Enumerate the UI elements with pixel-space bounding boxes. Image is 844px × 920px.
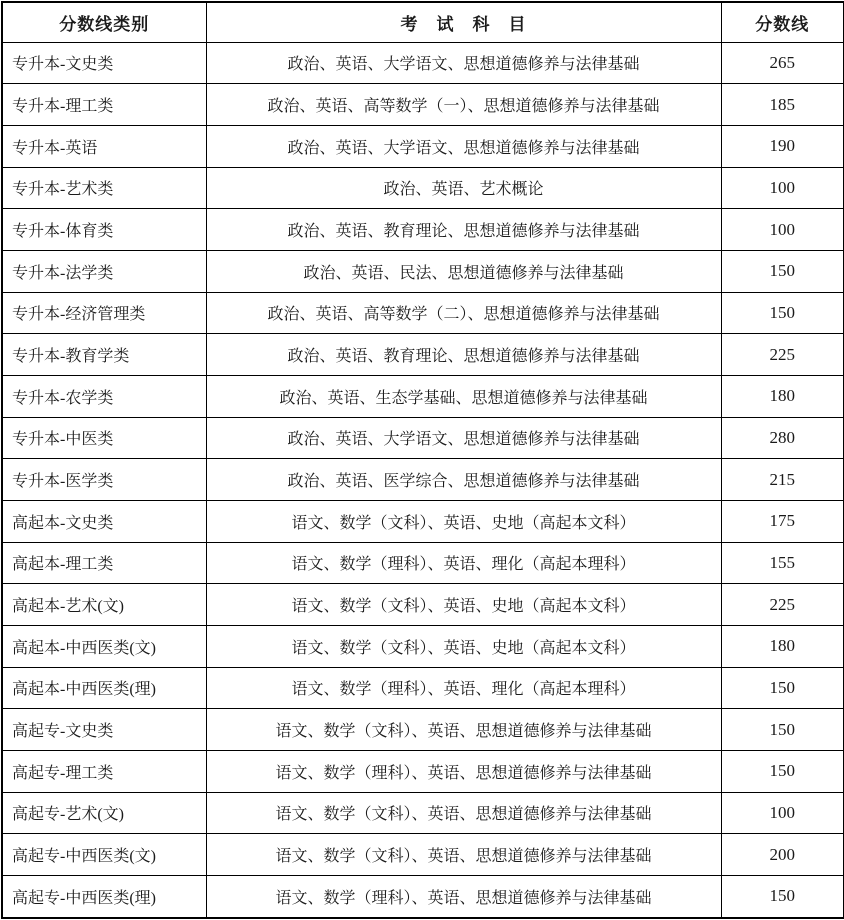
category-cell: 专升本-艺术类 <box>2 167 206 209</box>
score-cell: 150 <box>721 667 844 709</box>
category-cell: 专升本-理工类 <box>2 84 206 126</box>
subjects-cell: 语文、数学（理科）、英语、思想道德修养与法律基础 <box>206 875 721 918</box>
category-cell: 专升本-医学类 <box>2 459 206 501</box>
subjects-cell: 语文、数学（文科）、英语、史地（高起本文科） <box>206 500 721 542</box>
header-score: 分数线 <box>721 2 844 42</box>
table-row <box>2 667 844 709</box>
score-cell: 150 <box>721 750 844 792</box>
score-cell: 155 <box>721 542 844 584</box>
category-cell: 高起本-文史类 <box>2 500 206 542</box>
header-category: 分数线类别 <box>2 2 206 42</box>
subjects-cell: 政治、英语、民法、思想道德修养与法律基础 <box>206 250 721 292</box>
score-cell: 100 <box>721 792 844 834</box>
subjects-cell: 语文、数学（理科）、英语、理化（高起本理科） <box>206 542 721 584</box>
score-cell: 150 <box>721 709 844 751</box>
subjects-cell: 语文、数学（理科）、英语、思想道德修养与法律基础 <box>206 750 721 792</box>
table-row <box>2 42 844 84</box>
table-row <box>2 417 844 459</box>
subjects-cell: 语文、数学（文科）、英语、思想道德修养与法律基础 <box>206 709 721 751</box>
subjects-cell: 语文、数学（文科）、英语、思想道德修养与法律基础 <box>206 834 721 876</box>
category-cell: 高起本-艺术(文) <box>2 584 206 626</box>
table-row <box>2 625 844 667</box>
subjects-cell: 政治、英语、生态学基础、思想道德修养与法律基础 <box>206 375 721 417</box>
category-cell: 高起专-文史类 <box>2 709 206 751</box>
table-row <box>2 792 844 834</box>
subjects-cell: 政治、英语、教育理论、思想道德修养与法律基础 <box>206 209 721 251</box>
score-cell: 175 <box>721 500 844 542</box>
score-cell: 265 <box>721 42 844 84</box>
subjects-cell: 政治、英语、大学语文、思想道德修养与法律基础 <box>206 125 721 167</box>
table-row <box>2 167 844 209</box>
table-header-row <box>2 2 844 42</box>
score-cell: 150 <box>721 292 844 334</box>
table-row <box>2 584 844 626</box>
score-cell: 150 <box>721 250 844 292</box>
category-cell: 专升本-体育类 <box>2 209 206 251</box>
score-line-table <box>1 1 844 919</box>
table-row <box>2 709 844 751</box>
subjects-cell: 语文、数学（文科）、英语、思想道德修养与法律基础 <box>206 792 721 834</box>
table-row <box>2 834 844 876</box>
subjects-cell: 语文、数学（文科）、英语、史地（高起本文科） <box>206 584 721 626</box>
category-cell: 专升本-教育学类 <box>2 334 206 376</box>
score-cell: 200 <box>721 834 844 876</box>
table-row <box>2 750 844 792</box>
table-row <box>2 84 844 126</box>
table-row <box>2 125 844 167</box>
score-cell: 190 <box>721 125 844 167</box>
score-cell: 100 <box>721 209 844 251</box>
score-cell: 185 <box>721 84 844 126</box>
category-cell: 专升本-英语 <box>2 125 206 167</box>
category-cell: 专升本-文史类 <box>2 42 206 84</box>
header-subjects: 考 试 科 目 <box>206 2 721 42</box>
table-row <box>2 209 844 251</box>
subjects-cell: 政治、英语、教育理论、思想道德修养与法律基础 <box>206 334 721 376</box>
category-cell: 高起专-中西医类(文) <box>2 834 206 876</box>
category-cell: 专升本-中医类 <box>2 417 206 459</box>
table-body <box>2 42 844 918</box>
category-cell: 高起本-中西医类(文) <box>2 625 206 667</box>
category-cell: 高起专-中西医类(理) <box>2 875 206 918</box>
score-cell: 215 <box>721 459 844 501</box>
subjects-cell: 政治、英语、大学语文、思想道德修养与法律基础 <box>206 42 721 84</box>
score-cell: 100 <box>721 167 844 209</box>
score-cell: 180 <box>721 375 844 417</box>
table-row <box>2 375 844 417</box>
category-cell: 专升本-农学类 <box>2 375 206 417</box>
category-cell: 高起本-理工类 <box>2 542 206 584</box>
subjects-cell: 语文、数学（文科）、英语、史地（高起本文科） <box>206 625 721 667</box>
table-row <box>2 250 844 292</box>
category-cell: 高起专-艺术(文) <box>2 792 206 834</box>
score-cell: 280 <box>721 417 844 459</box>
score-cell: 150 <box>721 875 844 918</box>
table-row <box>2 542 844 584</box>
subjects-cell: 政治、英语、艺术概论 <box>206 167 721 209</box>
category-cell: 高起专-理工类 <box>2 750 206 792</box>
table-row <box>2 292 844 334</box>
table-row <box>2 875 844 918</box>
subjects-cell: 政治、英语、大学语文、思想道德修养与法律基础 <box>206 417 721 459</box>
category-cell: 专升本-经济管理类 <box>2 292 206 334</box>
category-cell: 专升本-法学类 <box>2 250 206 292</box>
score-cell: 225 <box>721 584 844 626</box>
subjects-cell: 政治、英语、高等数学（二）、思想道德修养与法律基础 <box>206 292 721 334</box>
category-cell: 高起本-中西医类(理) <box>2 667 206 709</box>
score-cell: 225 <box>721 334 844 376</box>
table-row <box>2 459 844 501</box>
score-cell: 180 <box>721 625 844 667</box>
subjects-cell: 政治、英语、高等数学（一）、思想道德修养与法律基础 <box>206 84 721 126</box>
subjects-cell: 政治、英语、医学综合、思想道德修养与法律基础 <box>206 459 721 501</box>
table-row <box>2 500 844 542</box>
table-row <box>2 334 844 376</box>
subjects-cell: 语文、数学（理科）、英语、理化（高起本理科） <box>206 667 721 709</box>
